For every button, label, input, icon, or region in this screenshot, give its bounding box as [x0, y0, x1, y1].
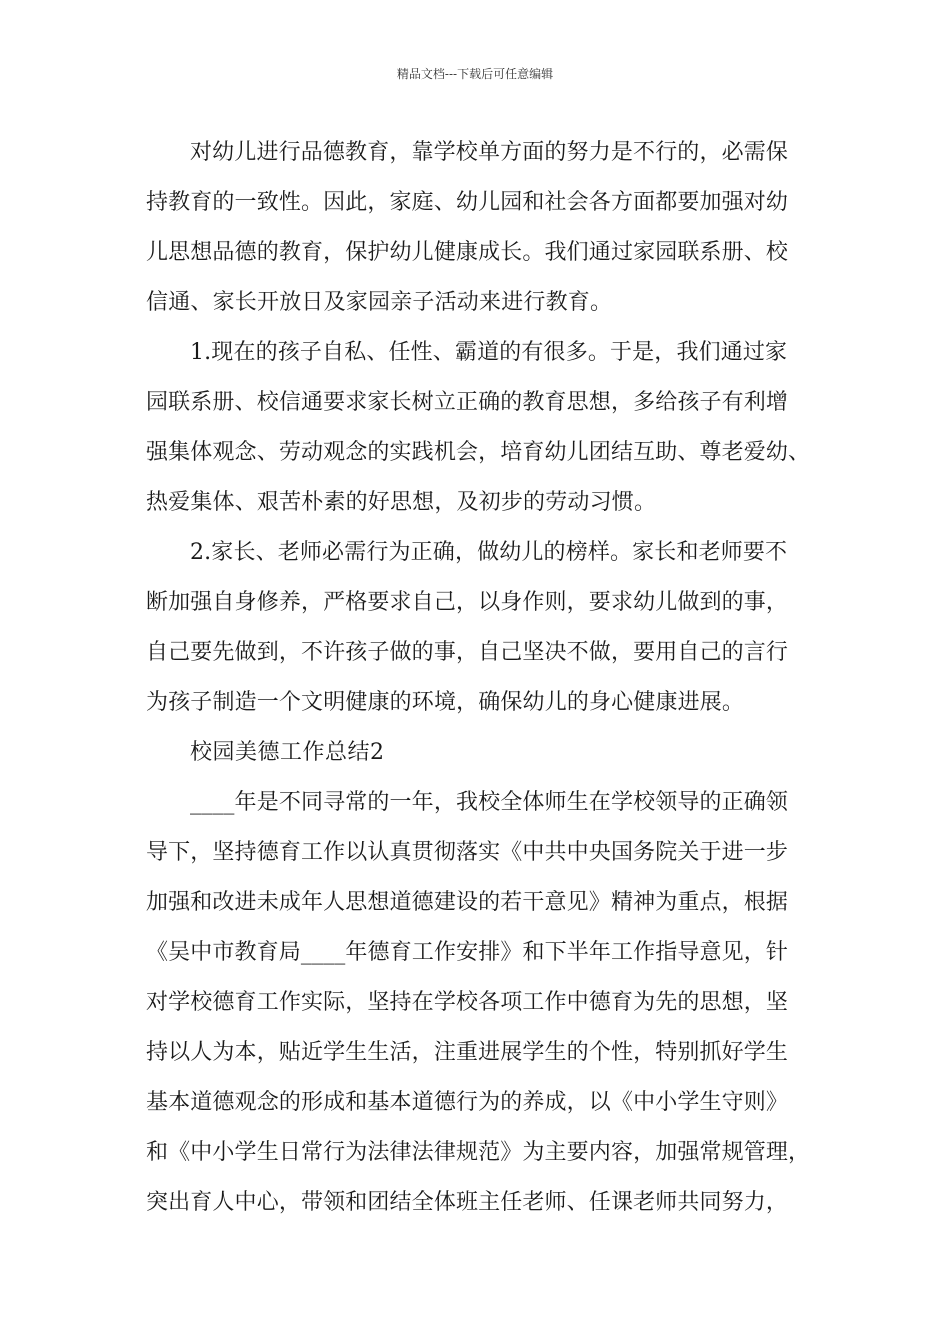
- text-line: 导下，坚持德育工作以认真贯彻落实《中共中央国务院关于进一步: [146, 840, 789, 865]
- text-line: 加强和改进未成年人思想道德建设的若干意见》精神为重点，根据: [146, 890, 789, 915]
- text-line: 对幼儿进行品德教育，靠学校单方面的努力是不行的，必需保: [190, 140, 789, 165]
- text-line: 2.家长、老师必需行为正确，做幼儿的榜样。家长和老师要不: [190, 540, 788, 565]
- text-line: 强集体观念、劳动观念的实践机会，培育幼儿团结互助、尊老爱幼、: [146, 440, 811, 465]
- text-line: 突出育人中心，带领和团结全体班主任老师、任课老师共同努力，: [146, 1190, 789, 1215]
- text-line: 持教育的一致性。因此，家庭、幼儿园和社会各方面都要加强对幼: [146, 190, 789, 215]
- text-line: 基本道德观念的形成和基本道德行为的养成，以《中小学生守则》: [146, 1090, 789, 1115]
- text-line: 自己要先做到，不许孩子做的事，自己坚决不做，要用自己的言行: [146, 640, 789, 665]
- text-line: 园联系册、校信通要求家长树立正确的教育思想，多给孩子有利增: [146, 390, 789, 415]
- text-line: 信通、家长开放日及家园亲子活动来进行教育。: [146, 290, 613, 315]
- text-line: 热爱集体、艰苦朴素的好思想，及初步的劳动习惯。: [146, 490, 657, 515]
- document-body: [146, 128, 826, 1228]
- text-line: 断加强自身修养，严格要求自己，以身作则，要求幼儿做到的事，: [146, 590, 789, 615]
- text-line: 对学校德育工作实际，坚持在学校各项工作中德育为先的思想，坚: [146, 990, 789, 1015]
- text-line: 《吴中市教育局____年德育工作安排》和下半年工作指导意见，针: [146, 940, 789, 965]
- text-line: 和《中小学生日常行为法律法律规范》为主要内容，加强常规管理，: [146, 1140, 811, 1165]
- text-line: ____年是不同寻常的一年，我校全体师生在学校领导的正确领: [190, 790, 789, 815]
- page-header: 精品文档---下载后可任意编辑: [396, 67, 554, 81]
- text-line: 校园美德工作总结2: [190, 740, 385, 765]
- text-line: 为孩子制造一个文明健康的环境，确保幼儿的身心健康进展。: [146, 690, 745, 715]
- text-line: 1.现在的孩子自私、任性、霸道的有很多。于是，我们通过家: [190, 340, 788, 365]
- text-line: 持以人为本，贴近学生生活，注重进展学生的个性，特别抓好学生: [146, 1040, 789, 1065]
- text-line: 儿思想品德的教育，保护幼儿健康成长。我们通过家园联系册、校: [146, 240, 789, 265]
